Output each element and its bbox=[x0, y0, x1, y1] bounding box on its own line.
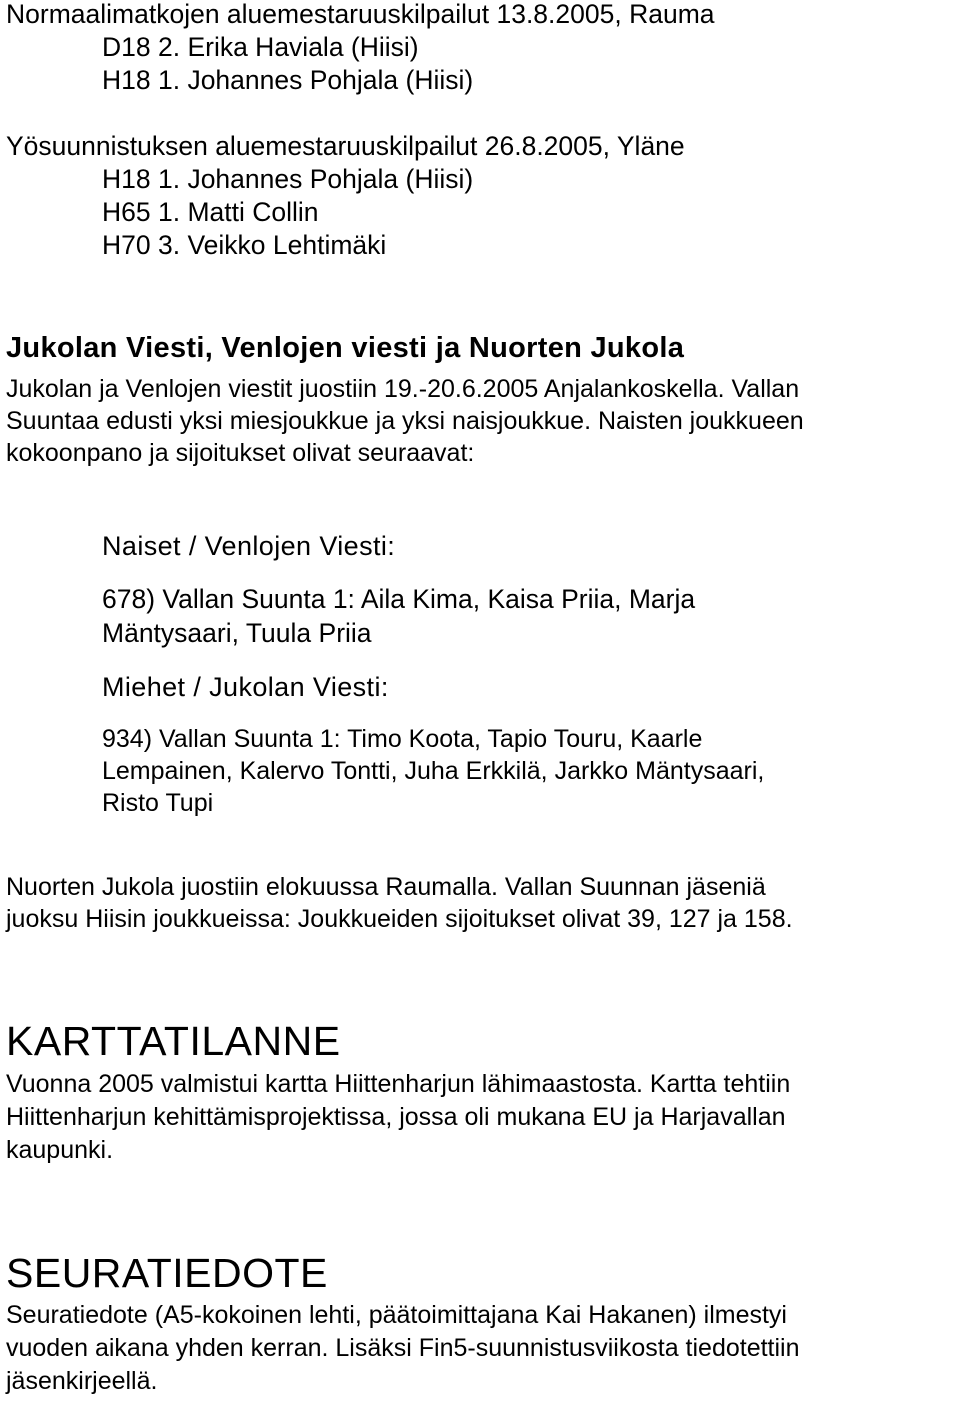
bulletin-line-1: Seuratiedote (A5-kokoinen lehti, päätoimittajana Kai Hakanen) ilmestyi bbox=[6, 1301, 787, 1329]
night-result-h65: H65 1. Matti Collin bbox=[102, 197, 319, 227]
men-relay-heading: Miehet / Jukolan Viesti: bbox=[102, 672, 389, 702]
normal-result-d18: D18 2. Erika Haviala (Hiisi) bbox=[102, 32, 419, 62]
bulletin-line-2: vuoden aikana yhden kerran. Lisäksi Fin5-suunnistusviikosta tiedotettiin bbox=[6, 1334, 800, 1362]
night-result-h70: H70 3. Veikko Lehtimäki bbox=[102, 230, 387, 260]
men-team-line-3: Risto Tupi bbox=[102, 789, 214, 817]
night-orienteering-title: Yösuunnistuksen aluemestaruuskilpailut 26.8.2005, Yläne bbox=[6, 131, 685, 161]
map-status-line-2: Hiittenharjun kehittämisprojektissa, jossa oli mukana EU ja Harjavallan bbox=[6, 1103, 786, 1131]
bulletin-line-3: jäsenkirjeellä. bbox=[6, 1367, 158, 1395]
women-relay-heading: Naiset / Venlojen Viesti: bbox=[102, 531, 396, 561]
jukola-heading: Jukolan Viesti, Venlojen viesti ja Nuorten Jukola bbox=[6, 332, 685, 364]
men-team-line-1: 934) Vallan Suunta 1: Timo Koota, Tapio Touru, Kaarle bbox=[102, 725, 703, 753]
bulletin-heading: SEURATIEDOTE bbox=[6, 1250, 328, 1296]
jukola-intro-line-3: kokoonpano ja sijoitukset olivat seuraavat: bbox=[6, 439, 475, 467]
normal-distance-title: Normaalimatkojen aluemestaruuskilpailut 13.8.2005, Rauma bbox=[6, 0, 715, 29]
normal-result-h18: H18 1. Johannes Pohjala (Hiisi) bbox=[102, 65, 474, 95]
map-status-heading: KARTTATILANNE bbox=[6, 1018, 341, 1064]
map-status-line-1: Vuonna 2005 valmistui kartta Hiittenharjun lähimaastosta. Kartta tehtiin bbox=[6, 1070, 791, 1098]
women-team-line-1: 678) Vallan Suunta 1: Aila Kima, Kaisa Priia, Marja bbox=[102, 584, 696, 614]
night-result-h18: H18 1. Johannes Pohjala (Hiisi) bbox=[102, 164, 474, 194]
men-team-line-2: Lempainen, Kalervo Tontti, Juha Erkkilä, Jarkko Mäntysaari, bbox=[102, 757, 765, 785]
map-status-line-3: kaupunki. bbox=[6, 1136, 114, 1164]
jukola-intro-line-1: Jukolan ja Venlojen viestit juostiin 19.-20.6.2005 Anjalankoskella. Vallan bbox=[6, 375, 800, 403]
jukola-intro-line-2: Suuntaa edusti yksi miesjoukkue ja yksi naisjoukkue. Naisten joukkueen bbox=[6, 407, 804, 435]
youth-jukola-line-1: Nuorten Jukola juostiin elokuussa Raumalla. Vallan Suunnan jäseniä bbox=[6, 873, 766, 901]
youth-jukola-line-2: juoksu Hiisin joukkueissa: Joukkueiden sijoitukset olivat 39, 127 ja 158. bbox=[6, 905, 793, 933]
women-team-line-2: Mäntysaari, Tuula Priia bbox=[102, 618, 372, 648]
